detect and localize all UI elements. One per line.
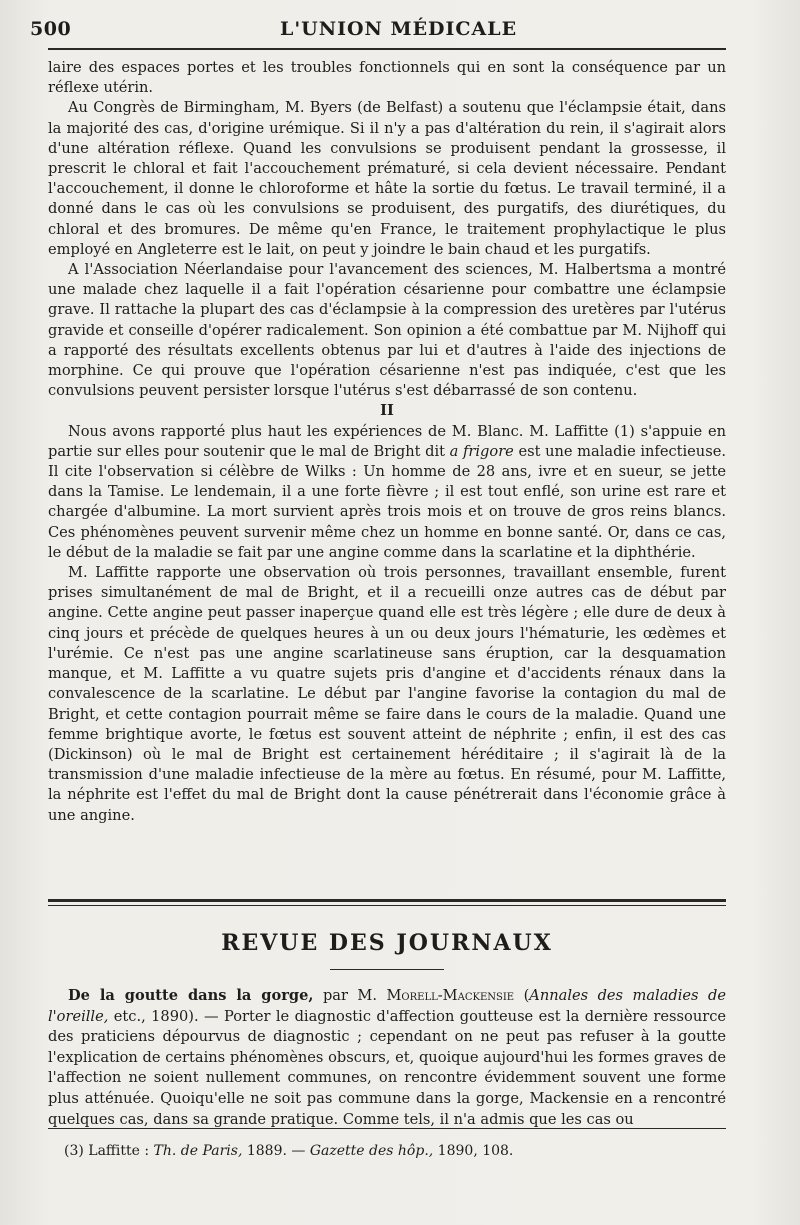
section-divider-thin bbox=[48, 905, 726, 906]
heading-underline bbox=[330, 969, 444, 970]
footnote-suffix: 1890, 108. bbox=[433, 1143, 514, 1159]
source-italic: Annales des maladies de l'oreille, bbox=[48, 987, 726, 1025]
page-number: 500 bbox=[30, 18, 72, 40]
section-numeral: II bbox=[380, 402, 394, 420]
header-rule bbox=[48, 48, 726, 50]
article-author: Morell-Mackensie bbox=[386, 987, 515, 1004]
article-title: De la goutte dans la gorge, bbox=[68, 987, 314, 1004]
section-divider-thick bbox=[48, 899, 726, 902]
source-rest: etc., 1890). — bbox=[108, 1007, 224, 1025]
paragraph-2: Au Congrès de Birmingham, M. Byers (de Belfast) a soutenu que l'éclampsie était, dans la majorité des cas, d'origine urémique. Si il n'y a pas d'altération du rein, il s'agirait alors d'une altération réflexe. Quand les convulsions se produisent pendant la grossesse, il prescrit le chloral et fait l'accouchement prématuré, si cela devient nécessaire. Pendant l'accouchement, il donne le chloroforme et hâte la sortie du fœtus. Le travail terminé, il a donné dans le cas où les convulsions se produisent, des purgatifs, des diurétiques, du chloral et des bromures. De même qu'en France, le traitement prophylactique le plus employé en Angleterre est le lait, on peut y joindre le bain chaud et les purgatifs. bbox=[48, 99, 726, 258]
article-by: par M. bbox=[313, 987, 387, 1004]
source-open: ( bbox=[514, 987, 530, 1004]
paragraph-4-end: est une maladie infectieuse. Il cite l'observation si célèbre de Wilks : Un homme de 28 ans, ivre et en sueur, se jette dans la Tamise. Le lendemain, il a une forte fièvre ; il est tout enflé, son urine est rare et chargée d'albumine. La mort survient après trois mois et on trouve de gros reins blancs. Ces phénomènes peuvent survenir même chez un homme en bonne santé. Or, dans ce cas, le début de la maladie se fait par une angine comme dans la scarlatine et la diphthérie. bbox=[48, 442, 726, 561]
footnote-middle: 1889. — bbox=[242, 1143, 310, 1159]
footnote-work-1: Th. de Paris, bbox=[153, 1143, 243, 1159]
paragraph-3: A l'Association Néerlandaise pour l'avancement des sciences, M. Halbertsma a montré une malade chez laquelle il a fait l'opération césarienne pour combattre une éclampsie grave. Il rattache la plupart des cas d'éclampsie à la compression des uretères par l'utérus gravide et conseille d'opérer radicalement. Son opinion a été combattue par M. Nijhoff qui a rapporté des résultats excellents obtenus par lui et d'autres à l'aide des injections de morphine. Ce qui prouve que l'opération césarienne n'est pas indiquée, c'est que les convulsions peuvent persister lorsque l'utérus s'est débarrassé de son contenu. bbox=[48, 261, 726, 400]
journal-article bbox=[48, 986, 726, 1130]
paragraph-1: laire des espaces portes et les troubles fonctionnels qui en sont la conséquence par un réflexe utérin. bbox=[48, 59, 726, 97]
page-header bbox=[30, 18, 730, 48]
footnote-prefix: (3) Laffitte : bbox=[64, 1143, 154, 1159]
footnote-work-2: Gazette des hôp., bbox=[309, 1143, 434, 1159]
article-body bbox=[48, 58, 726, 826]
paragraph-4 bbox=[48, 422, 726, 563]
running-title: L'UNION MÉDICALE bbox=[280, 18, 518, 40]
paragraph-5: M. Laffitte rapporte une observation où trois personnes, travaillant ensemble, furent prises simultanément de mal de Bright, et il a recueilli onze autres cas de début par angine. Cette angine peut passer inaperçue quand elle est très légère ; elle dure de deux à cinq jours et précède de quelques heures à un ou deux jours l'hématurie, les œdèmes et l'urémie. Ce n'est pas une angine scarlatineuse sans éruption, car la desquamation manque, et M. Laffitte a vu quatre sujets pris d'angine et d'accidents rénaux dans la convalescence de la scarlatine. Le début par l'angine favorise la contagion du mal de Bright, et cette contagion pourrait même se faire dans le cours de la maladie. Quand une femme brightique avorte, le fœtus est souvent atteint de néphrite ; enfin, il est des cas (Dickinson) où le mal de Bright est certainement héréditaire ; il s'agirait là de la transmission d'une maladie infectieuse de la mère au fœtus. En résumé, pour M. Laffitte, la néphrite est l'effet du mal de Bright dont la cause pénétrerait dans l'économie grâce à une angine. bbox=[48, 564, 726, 824]
paragraph-4-start: Nous avons rapporté plus haut les expériences de M. Blanc. M. Laffitte (1) s'appuie en partie sur elles pour soutenir que le mal de Bright dit bbox=[48, 422, 726, 460]
journal-text-body: Porter le diagnostic d'affection goutteuse est la dernière ressource des praticiens dépourvus de diagnostic ; cependant on ne peut pas refuser à la goutte l'explication de certains phénomènes obscurs, et, quoique aujourd'hui les formes graves de l'affection ne soient nullement communes, on rencontre évidemment souvent une forme plus atténuée. Quoiqu'elle ne soit pas commune dans la gorge, Mackensie en a rencontré quelques cas, dans sa grande pratique. Comme tels, il n'a admis que les cas ou bbox=[48, 1007, 726, 1128]
journal-paragraph bbox=[48, 986, 726, 1130]
journal-review-heading: REVUE DES JOURNAUX bbox=[221, 930, 553, 956]
footnote bbox=[64, 1141, 724, 1161]
paragraph-4-italic: a frigore bbox=[449, 442, 514, 460]
footnote-rule bbox=[48, 1128, 726, 1129]
